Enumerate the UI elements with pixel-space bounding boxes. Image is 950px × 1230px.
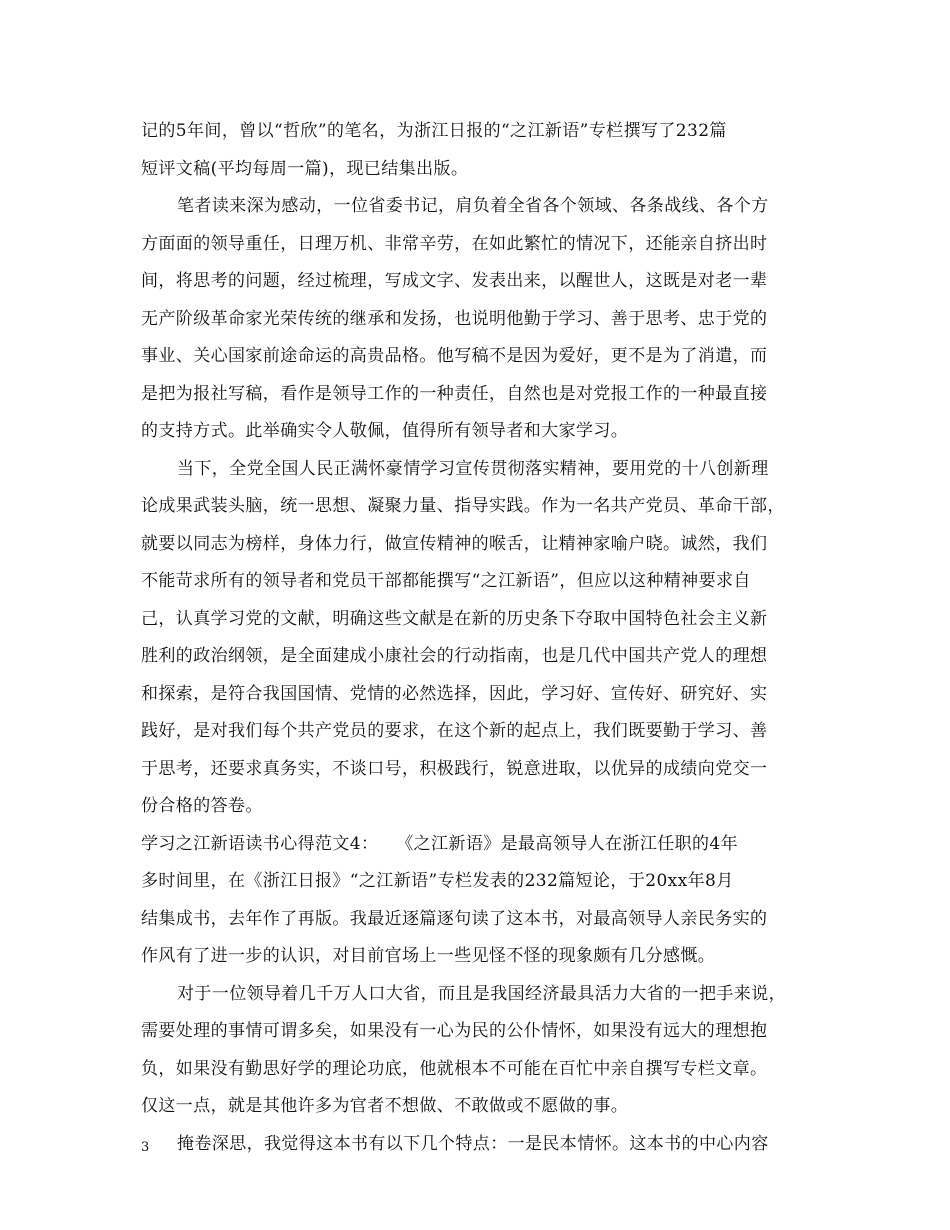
text-line: 间，将思考的问题，经过梳理，写成文字、发表出来，以醒世人，这既是对老一辈 xyxy=(141,271,768,291)
text-line: 对于一位领导着几千万人口大省，而且是我国经济最具活力大省的一把手来说， xyxy=(177,983,786,1004)
text-line: 结集成书，去年作了再版。我最近逐篇逐句读了这本书，对最高领导人亲民务实的 xyxy=(141,908,768,929)
text-line: 多时间里，在《浙江日报》“之江新语”专栏发表的232篇短论，于20xx年8月 xyxy=(141,871,734,891)
section-heading-line: 学习之江新语读书心得范文4： 《之江新语》是最高领导人在浙江任职的4年 xyxy=(141,833,739,854)
text-line: 记的5年间，曾以“哲欣”的笔名，为浙江日报的“之江新语”专栏撰写了232篇 xyxy=(141,121,727,141)
body-text xyxy=(141,113,826,1163)
text-line: 短评文稿(平均每周一篇)，现已结集出版。 xyxy=(141,158,469,179)
text-line: 事业、关心国家前途命运的高贵品格。他写稿不是因为爱好，更不是为了消遣，而 xyxy=(141,346,768,366)
page-number: 3 xyxy=(141,1140,150,1155)
text-line: 方面面的领导重任，日理万机、非常辛劳，在如此繁忙的情况下，还能亲自挤出时 xyxy=(141,233,768,254)
text-line: 就要以同志为榜样，身体力行，做宣传精神的喉舌，让精神家喻户晓。诚然，我们 xyxy=(141,533,768,554)
text-line: 的支持方式。此举确实令人敬佩，值得所有领导者和大家学习。 xyxy=(141,421,629,441)
text-line: 己，认真学习党的文献，明确这些文献是在新的历史条下夺取中国特色社会主义新 xyxy=(141,608,768,629)
text-line: 需要处理的事情可谓多矣，如果没有一心为民的公仆情怀，如果没有远大的理想抱 xyxy=(141,1021,768,1041)
text-line: 份合格的答卷。 xyxy=(141,796,263,816)
text-line: 无产阶级革命家光荣传统的继承和发扬，也说明他勤于学习、善于思考、忠于党的 xyxy=(141,308,768,329)
text-line: 不能苛求所有的领导者和党员干部都能撰写“之江新语”，但应以这种精神要求自 xyxy=(141,571,751,591)
text-line: 当下，全党全国人民正满怀豪情学习宣传贯彻落实精神，要用党的十八创新理 xyxy=(177,458,769,479)
text-line: 作风有了进一步的认识，对目前官场上一些见怪不怪的现象颇有几分感慨。 xyxy=(141,946,716,966)
text-line: 是把为报社写稿，看作是领导工作的一种责任，自然也是对党报工作的一种最直接 xyxy=(141,383,768,404)
text-line: 于思考，还要求真务实，不谈口号，积极践行，锐意进取，以优异的成绩向党交一 xyxy=(141,758,768,779)
text-line: 和探索，是符合我国国情、党情的必然选择，因此，学习好、宣传好、研究好、实 xyxy=(141,683,768,704)
text-line: 笔者读来深为感动，一位省委书记，肩负着全省各个领域、各条战线、各个方 xyxy=(177,196,769,216)
text-line: 掩卷深思，我觉得这本书有以下几个特点：一是民本情怀。这本书的中心内容 xyxy=(177,1133,769,1154)
text-line: 论成果武装头脑，统一思想、凝聚力量、指导实践。作为一名共产党员、革命干部， xyxy=(141,496,785,516)
text-line: 胜利的政治纲领，是全面建成小康社会的行动指南，也是几代中国共产党人的理想 xyxy=(141,646,768,666)
text-line: 践好，是对我们每个共产党员的要求，在这个新的起点上，我们既要勤于学习、善 xyxy=(141,721,768,741)
text-line: 仅这一点，就是其他许多为官者不想做、不敢做或不愿做的事。 xyxy=(141,1096,629,1116)
text-line: 负，如果没有勤思好学的理论功底，他就根本不可能在百忙中亲自撰写专栏文章。 xyxy=(141,1058,768,1079)
